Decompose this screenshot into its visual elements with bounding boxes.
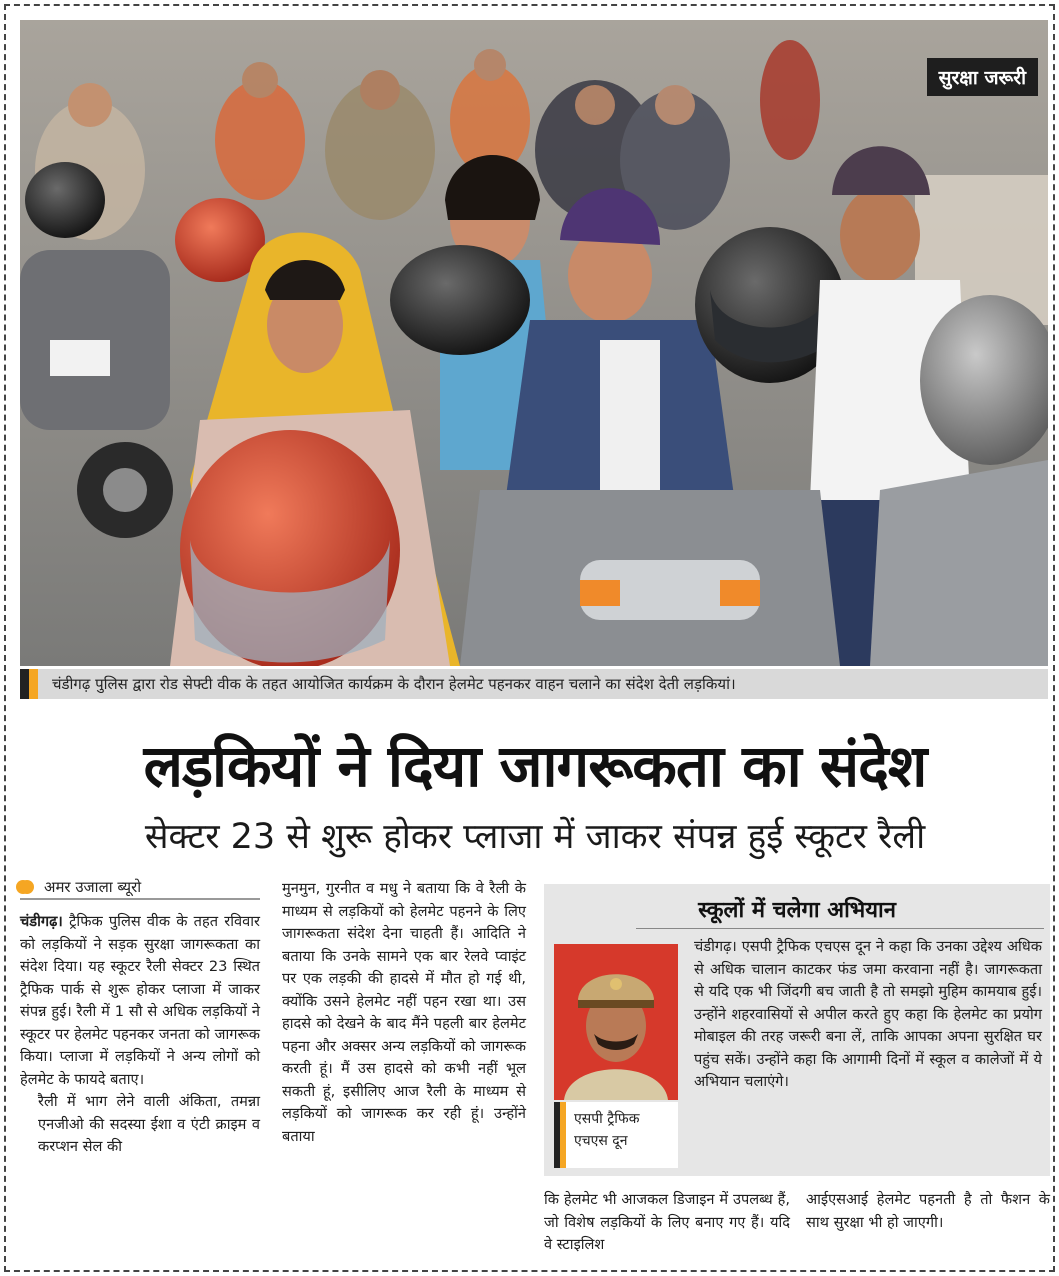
portrait-caption-text	[566, 1102, 639, 1168]
photo-caption	[20, 669, 1048, 699]
portrait-illustration	[554, 944, 678, 1100]
article-column-3	[544, 1189, 790, 1257]
caption-bar-accent	[29, 669, 38, 699]
caption-bars	[554, 1102, 566, 1168]
article-paragraph: मुनमुन, गुरनीत व मधु ने बताया कि वे रैली के माध्यम से लड़कियों को हेलमेट पहनने के लिए जागरूकता संदेश देना चाहती हैं। आदिति ने बताया कि उनके सामने एक बार रेलवे प्वाइंट पर एक लड़की की हादसे में मौत हो गई थी, क्योंकि उसने हेलमेट नहीं पहन रखा था। उस हादसे को देखने के बाद मैंने पहली बार हेलमेट पहना और अक्सर अन्य लड़कियों को जागरूक करती हूं। मैं उस हादसे को कभी नहीं भूल सकती हूं, इसीलिए आज रैली के माध्यम से लड़कियों को जागरूक कर रही हूं। उन्होंने बताया	[282, 880, 526, 1145]
caption-text: चंडीगढ़ पुलिस द्वारा रोड सेफ्टी वीक के तहत आयोजित कार्यक्रम के दौरान हेलमेट पहनकर वाहन चलाने का संदेश देती लड़कियां।	[52, 675, 736, 693]
article-paragraph: रैली में भाग लेने वाली अंकिता, तमन्ना एनजीओ की सदस्या ईशा व एंटी क्राइम व करप्शन सेल की	[38, 1093, 260, 1155]
officer-portrait	[554, 944, 678, 1100]
divider	[636, 928, 1044, 929]
photo-illustration	[20, 20, 1048, 666]
dateline: चंडीगढ़।	[20, 913, 63, 930]
sidebar-text: चंडीगढ़। एसपी ट्रैफिक एचएस दून ने कहा कि उनका उद्देश्य अधिक से अधिक चालान काटकर फंड जमा करवाना नहीं है। जागरूकता से यदि एक भी जिंदगी बच जाती है तो समझो मुहिम कामयाब हुई। उन्होंने शहरवासियों से अपील करते हुए कहा कि हेलमेट का प्रयोग मोबाइल की तरह जरूरी बना लें, ताकि आपका अपना सुरक्षित घर पहुंच सकें। उन्होंने कहा कि आगामी दिनों में स्कूल व कालेजों में ये अभियान चलाएंगे।	[694, 938, 1042, 1090]
byline	[20, 876, 260, 900]
paragraph-text: ट्रैफिक पुलिस वीक के तहत रविवार को लड़कियों ने सड़क सुरक्षा जागरूकता का संदेश दिया। यह स्कूटर रैली सेक्टर 23 स्थित ट्रैफिक पार्क से शुरू होकर प्लाजा में जाकर संपन्न हुई। रैली में 1 सौ से अधिक लड़कियों ने स्कूटर पर हेलमेट पहनकर जनता को जागरूक किया। प्लाजा में लड़कियों ने अन्य लोगों को हेलमेट के फायदे बताए।	[20, 913, 261, 1088]
headline: लड़कियों ने दिया जागरूकता का संदेश	[143, 732, 927, 800]
portrait-caption-line-1: एसपी ट्रैफिक	[574, 1111, 640, 1127]
article-paragraph: आईएसआई हेलमेट पहनती है तो फैशन के साथ सुरक्षा भी हो जाएगी।	[806, 1191, 1050, 1231]
article-paragraph	[20, 911, 260, 1091]
newspaper-clipping	[4, 4, 1055, 1272]
news-photo	[20, 20, 1048, 666]
article-column-1	[20, 911, 260, 1159]
sidebar-title: स्कूलों में चलेगा अभियान	[698, 898, 896, 923]
subheadline: सेक्टर 23 से शुरू होकर प्लाजा में जाकर संपन्न हुई स्कूटर रैली	[144, 817, 926, 857]
bullet-icon	[20, 880, 34, 894]
article-column-4	[806, 1189, 1050, 1234]
caption-bar-dark	[20, 669, 29, 699]
portrait-caption	[554, 1102, 678, 1168]
article-paragraph: कि हेलमेट भी आजकल डिजाइन में उपलब्ध हैं, जो विशेष लड़कियों के लिए बनाए गए हैं। यदि वे स्टाइलिश	[544, 1191, 790, 1253]
sidebar-box	[544, 884, 1050, 1176]
article-column-2	[282, 878, 526, 1148]
photo-badge: सुरक्षा जरूरी	[927, 58, 1038, 96]
byline-text: अमर उजाला ब्यूरो	[44, 878, 142, 896]
portrait-caption-line-2: एचएस दून	[574, 1133, 628, 1149]
